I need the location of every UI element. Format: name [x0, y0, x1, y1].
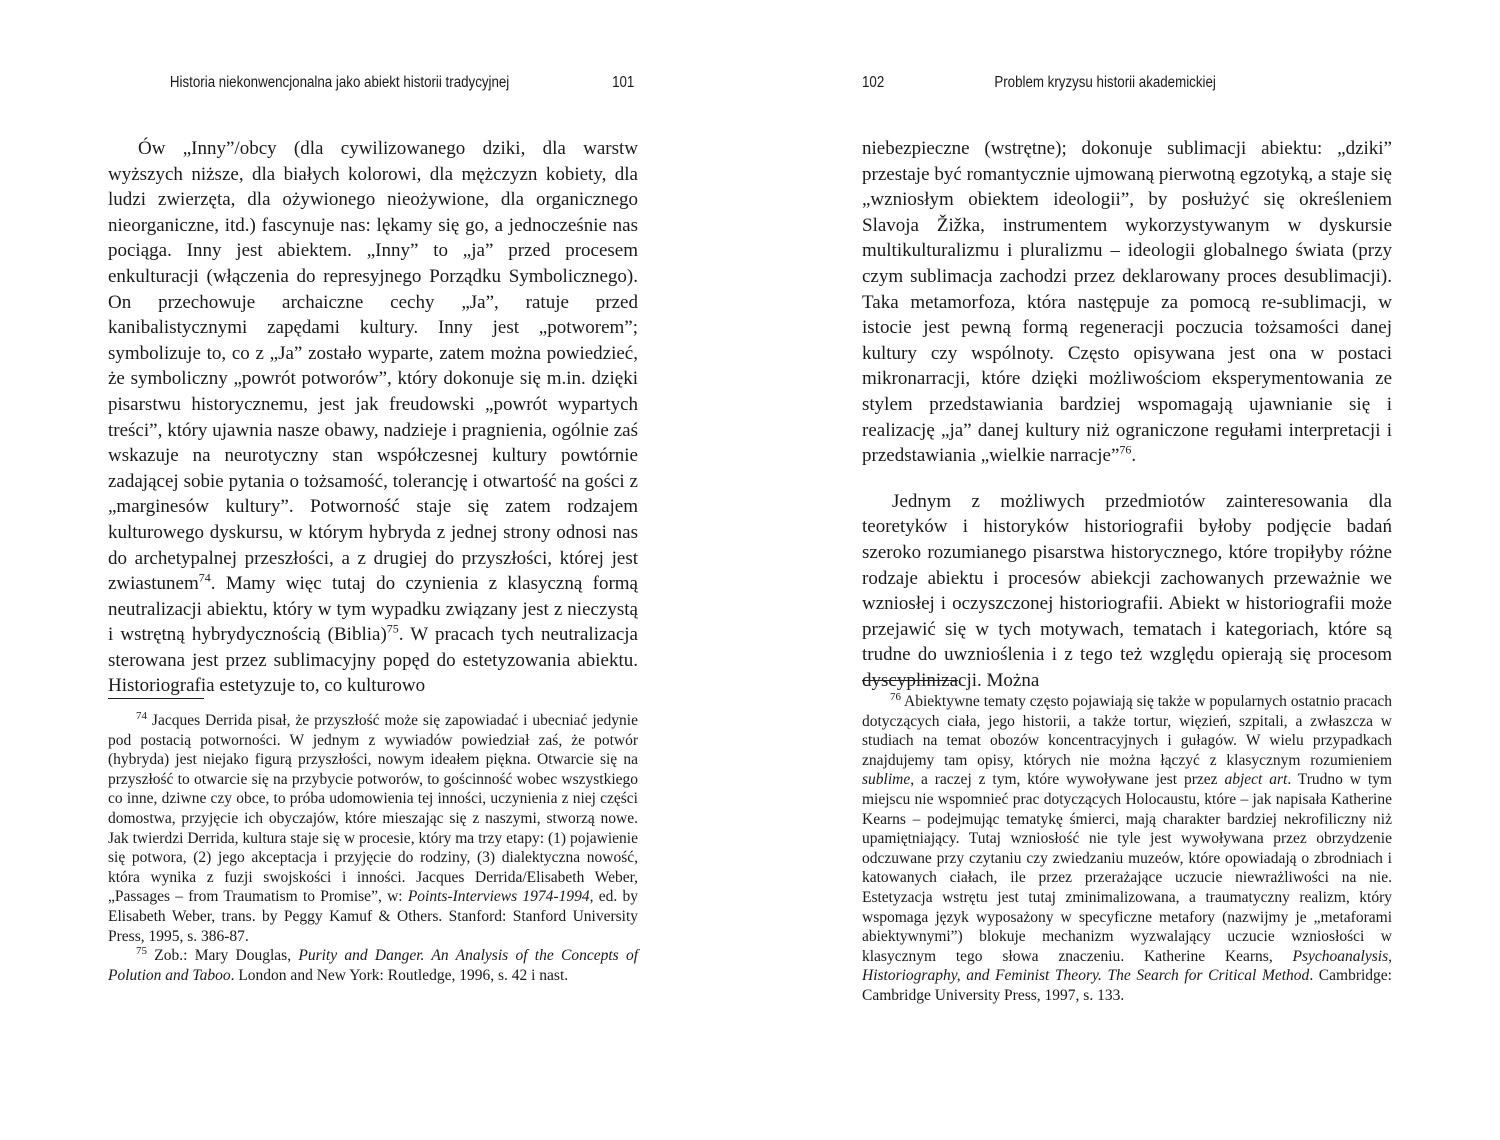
italic-title: Purity and Danger. An Analysis of the Concepts of Polution and Taboo: [108, 947, 639, 984]
main-text: [862, 136, 1392, 693]
page-number: 102: [862, 74, 885, 91]
footnotes: [862, 692, 1392, 1006]
text-run: , ed. by Elisabeth Weber, trans. by Peggy Kamuf & Others. Stanford: Stanford University Press, 1995, s. 386-87.: [108, 888, 638, 945]
footnote-divider: [108, 698, 204, 699]
text-run: Jacques Derrida pisał, że przyszłość może się zapowiadać i ubecniać jedynie pod postacią potworności. W jednym z wywiadów powiedział zaś, że potwór (hybryda) jest niejako figurą przyszłości, nowym ideałem piękna. Otwarcie się na przyszłość to otwarcie się na przybycie potworów, to gościnność wobec wszystkiego co inne, dziwne czy obce, to próba udomowienia tej inności, uczynienia z niej części domostwa, przyjęcie ich obyczajów, które mieszając się z naszymi, stworzą nowe. Jak twierdzi Derrida, kultura staje się w procesie, który ma trzy etapy: (1) pojawienie się potwora, (2) jego akceptacja i przyjęcie do rodziny, (3) dialektyczna nowość, która wynika z fuzji swojskości i inności. Jacques Derrida/Elisabeth Weber, „Passages – from Traumatism to Promise”, w:: [108, 712, 638, 906]
footnote-marker: 74: [136, 709, 147, 722]
text-run: , a raczej z tym, które wywoływane jest przez: [910, 771, 1225, 789]
left-page: [108, 0, 648, 1140]
text-run: . Trudno w tym miejscu nie wspomnieć prac dotyczących Holocaustu, które – jak napisała Katherine Kearns – podejmując tematykę śmierci, mają charakter bardziej nekrofiliczny niż upamiętniający. Tutaj wzniosłość nie tyle jest wywoływana przez obrzydzenie odczuwane przy czytaniu czy zwiedzaniu muzeów, które opowiadają o zbrodniach i katowanych ciałach, ile przez przerażające uczucie niewrażliwości na nie. Estetyzacja wstrętu jest tutaj zminimalizowana, a traumatyczny realizm, który wspomaga język wyposażony w specyficzne metafory (nazwijmy je „metaforami abiektywnymi”) blokuje mechanizm wyzwalający uczucie wzniosłości w klasycznym tego słowa znaczeniu. Katherine Kearns,: [862, 771, 1392, 965]
text-run: . W pracach tych neutralizacja sterowana jest przez sublimacyjny popęd do estetyzowania abiektu. Historiografia estetyzuje to, co kulturowo: [108, 624, 638, 697]
page-number: 101: [612, 74, 635, 91]
text-run: . Mamy więc tutaj do czynienia z klasyczną formą neutralizacji abiektu, który w tym wypadku związany jest z nieczystą i wstrętną hybrydycznością (Biblia): [108, 573, 638, 646]
italic-term: sublime: [862, 771, 911, 789]
paragraph: Jednym z możliwych przedmiotów zainteresowania dla teoretyków i historyków historiografii byłoby podjęcie badań szeroko rozumianego pisarstwa historycznego, które tropiłyby różne rodzaje abiektu i procesów abiekcji zachowanych przeważnie we wzniosłej i oczyszczonej historiografii. Abiekt w historiografii może przejawić się w tych motywach, tematach i kategoriach, które są trudne do uwznioślenia i z tego też względu opierają się procesom dyscyplinizacji. Można: [862, 490, 1392, 691]
running-head: [862, 72, 1402, 94]
right-page: [862, 0, 1402, 1140]
italic-term: abject art: [1224, 771, 1288, 789]
text-run: . London and New York: Routledge, 1996, s. 42 i nast.: [230, 966, 569, 984]
running-head: [108, 72, 648, 94]
footnote-75: [108, 946, 638, 985]
running-title: Historia niekonwencjonalna jako abiekt historii tradycyjnej: [169, 74, 510, 91]
footnote-ref[interactable]: 74: [198, 570, 211, 585]
paragraph: [108, 136, 638, 699]
footnote-ref[interactable]: 75: [386, 621, 399, 636]
text-run: niebezpieczne (wstrętne); dokonuje sublimacji abiektu: „dziki” przestaje być romantycznie ujmowaną pierwotną egzotyką, a staje się „wzniosłym obiektem ideologii”, by posłużyć się określeniem Slavoja Žižka, instrumentem wykorzystywanym w dyskursie multikulturalizmu i pluralizmu – ideologii globalnego świata (przy czym sublimacja zachodzi przez deklarowany proces desublimacji). Taka metamorfoza, która następuje za pomocą re-sublimacji, w istocie jest pewną formą regeneracji poczucia tożsamości danej kultury czy wspólnoty. Często opisywana jest ona w postaci mikronarracji, które dzięki możliwościom eksperymentowania ze stylem przedstawiania bardziej wspomagają ujawnianie się i realizację „ja” danej kultury niż ograniczone regułami interpretacji i przedstawiania „wielkie narracje”: [862, 138, 1392, 467]
footnotes: [108, 711, 638, 985]
italic-title: Psychoanalysis, Historiography, and Feminist Theory. The Search for Critical Method: [862, 947, 1392, 985]
text-run: .: [1131, 445, 1137, 467]
footnote-marker: 75: [136, 944, 147, 957]
text-run: Abiektywne tematy często pojawiają się także w popularnych ostatnio pracach dotyczących ciała, jego historii, a także tortur, więzień, szpitali, a zwłaszcza w studiach na temat obozów koncentracyjnych i gułagów. W wielu przypadkach znajdujemy tam opisy, których nie można łączyć z klasycznym rozumieniem: [862, 693, 1392, 769]
running-title: Problem kryzysu historii akademickiej: [994, 74, 1216, 91]
footnote-divider: [862, 680, 958, 681]
footnote-74: [108, 711, 638, 946]
text-run: . Cambridge: Cambridge University Press, 1997, s. 133.: [862, 967, 1392, 1004]
main-text: [108, 136, 638, 699]
footnote-ref[interactable]: 76: [1119, 442, 1132, 457]
text-run: Zob.: Mary Douglas,: [147, 947, 299, 965]
text-run: Ów „Inny”/obcy (dla cywilizowanego dziki, dla warstw wyższych niższe, dla białych kolorowi, dla mężczyzn kobiety, dla ludzi zwierzęta, dla ożywionego nieożywione, dla organicznego nieorganiczne, itd.) fascynuje nas: lękamy się go, a jednocześnie nas pociąga. Inny jest abiektem. „Inny” to „ja” przed procesem enkulturacji (włączenia do represyjnego Porządku Symbolicznego). On przechowuje archaiczne cechy „Ja”, ratuje przed kanibalistycznymi zapędami kultury. Inny jest „potworem”; symbolizuje to, co z „Ja” zostało wyparte, zatem można powiedzieć, że symboliczny „powrót potworów”, który dokonuje się m.in. dzięki pisarstwu historycznemu, jest jak freudowski „powrót wypartych treści”, który ujawnia nasze obawy, nadzieje i pragnienia, ogólnie zaś wskazuje na neurotyczny stan współczesnej kultury powtórnie zadającej sobie pytania o tożsamość, tolerancję i otwartość na gości z „marginesów kultury”. Potworność staje się zatem rodzajem kulturowego dyskursu, w którym hybryda z jednej strony odnosi nas do archetypalnej przeszłości, a z drugiej do przyszłości, której jest zwiastunem: [108, 138, 638, 595]
footnote-marker: 76: [890, 690, 901, 703]
paragraph: [862, 136, 1392, 469]
footnote-76: [862, 692, 1392, 1006]
italic-title: Points-Interviews 1974-1994: [407, 888, 590, 906]
